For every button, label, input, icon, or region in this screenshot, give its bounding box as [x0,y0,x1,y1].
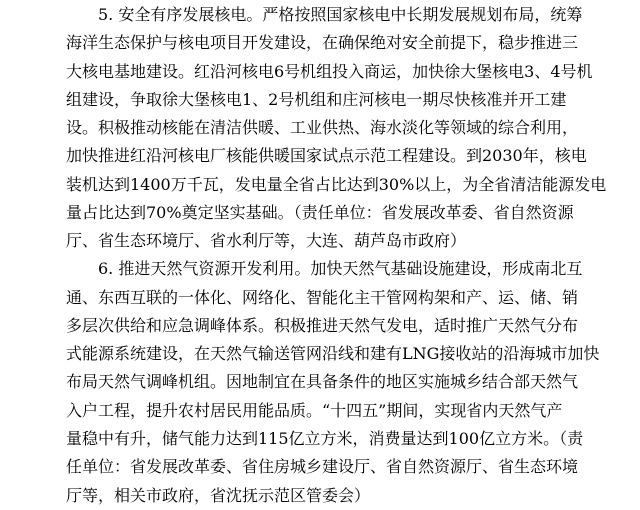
paragraph-6-natural-gas [66,255,640,509]
text-line: 入户工程，提升农村居民用能品质。“十四五”期间，实现省内天然气产 [66,400,563,420]
text-line: 5. 安全有序发展核电。严格按照国家核电中长期发展规划布局，统筹 [98,5,583,24]
text-line: 大核电基地建设。红沿河核电6号机组投入商运，加快徐大堡核电3、4号机 [66,61,593,81]
text-line: 量占比达到70%奠定坚实基础。（责任单位：省发展改革委、省自然资源 [66,202,574,222]
text-line: 布局天然气调峰机组。因地制宜在具备条件的地区实施城乡结合部天然气 [66,372,579,392]
text-line: 通、东西互联的一体化、网络化、智能化主干管网构架和产、运、储、销 [66,287,579,307]
paragraph-5-nuclear-power [66,1,640,255]
text-line: 组建设，争取徐大堡核电1、2号机组和庄河核电一期尽快核准并开工建 [66,89,567,109]
text-line: 装机达到1400万千瓦，发电量全省占比达到30%以上，为全省清洁能源发电 [66,174,607,194]
text-line: 厅、省生态环境厅、省水利厅等，大连、葫芦岛市政府） [66,231,467,251]
text-line: 加快推进红沿河核电厂核能供暖国家试点示范工程建设。到2030年，核电 [66,146,587,166]
text-line: 厅等，相关市政府，省沈抚示范区管委会） [66,485,371,505]
text-line: 设。积极推动核能在清洁供暖、工业供热、海水淡化等领域的综合利用， [66,118,579,138]
text-line: 多层次供给和应急调峰体系。积极推进天然气发电，适时推广天然气分布 [66,315,579,335]
text-line: 海洋生态保护与核电项目开发建设，在确保绝对安全前提下，稳步推进三 [66,33,579,53]
text-line: 6. 推进天然气资源开发利用。加快天然气基础设施建设，形成南北互 [98,259,583,279]
text-line: 式能源系统建设，在天然气输送管网沿线和建有LNG接收站的沿海城市加快 [66,344,600,364]
text-line: 任单位：省发展改革委、省住房城乡建设厅、省自然资源厅、省生态环境 [66,457,579,477]
text-line: 量稳中有升，储气能力达到115亿立方米，消费量达到100亿立方米。（责 [66,428,584,448]
